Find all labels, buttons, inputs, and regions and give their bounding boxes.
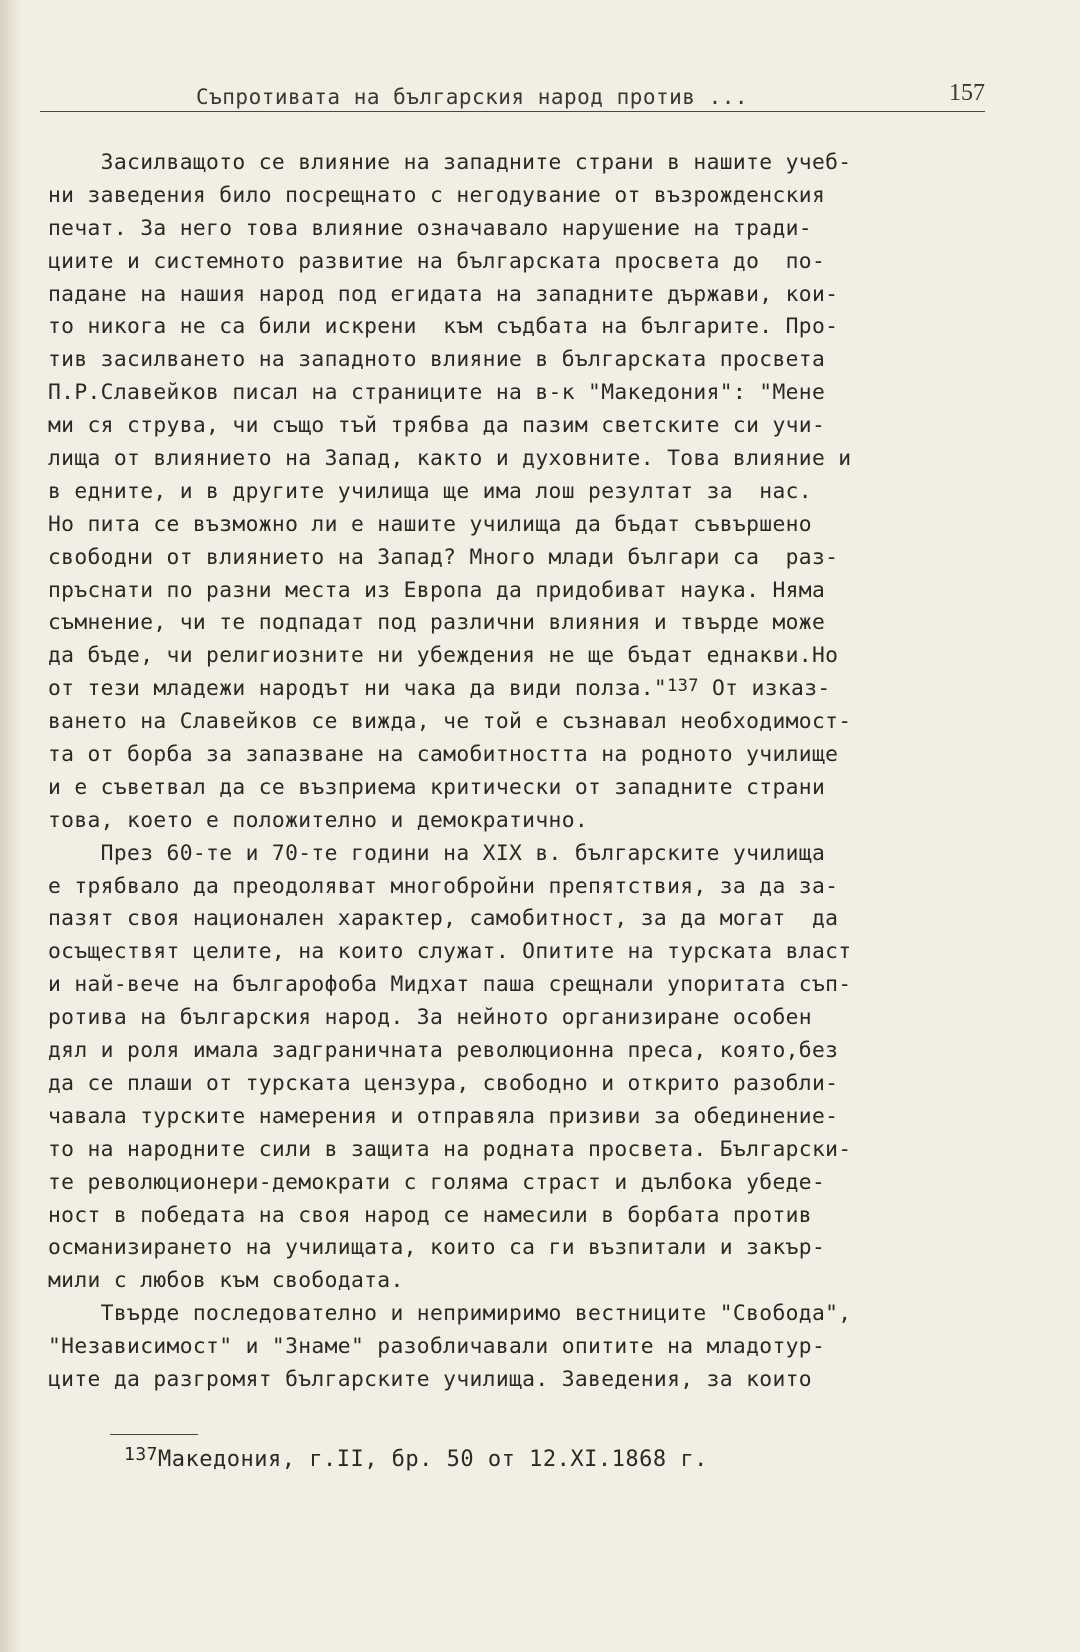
text-line-with-note	[48, 673, 998, 706]
text-line: тив засилването на западното влияние в българската просвета	[48, 347, 826, 373]
text-line: те революционери-демократи с голяма страст и дълбока убеде-	[48, 1169, 826, 1195]
text-line: пазят своя национален характер, самобитност, за да могат да	[48, 906, 839, 932]
footnote-marker: 137	[124, 1444, 159, 1465]
body-text	[48, 147, 998, 1397]
text-line: Но пита се възможно ли е нашите училища да бъдат съвършено	[48, 511, 812, 537]
text-line: и е съветвал да се възприема критически от западните страни	[48, 774, 826, 800]
text-line: Засилващото се влияние на западните страни в нашите учеб-	[48, 150, 852, 175]
text-line: чавала турските намерения и отправяла призиви за обединение-	[48, 1103, 839, 1129]
text-line: П.Р.Славейков писал на страниците на в-к "Македония": "Мене	[48, 380, 826, 406]
text-line: циите и системното развитие на българската просвета до по-	[48, 248, 826, 274]
text-line: ването на Славейков се вижда, че той е съзнавал необходимост-	[48, 709, 852, 735]
text-line: падане на нашия народ под егидата на западните държави, кои-	[48, 281, 839, 307]
text-line: ни заведения било посрещнато с негодувание от възрожденския	[48, 182, 826, 208]
text-line: печат. За него това влияние означавало нарушение на тради-	[48, 215, 812, 241]
text-line: и най-вече на българофоба Мидхат паша срещнали упоритата съп-	[48, 972, 852, 998]
page-number: 157	[949, 80, 985, 106]
text-line: ротива на българския народ. За нейното организиране особен	[48, 1005, 812, 1031]
footnote-text: Македония, г.II, бр. 50 от 12.XI.1868 г.	[158, 1447, 708, 1472]
text-line: Твърде последователно и непримиримо вестниците "Свобода",	[48, 1301, 852, 1327]
header-rule	[40, 111, 985, 112]
text-line: През 60-те и 70-те години на XIX в. българските училища	[48, 840, 826, 866]
footnote-reference: 137	[667, 676, 699, 697]
text-line: да се плаши от турската цензура, свободно и открито разобли-	[48, 1070, 839, 1096]
text-line: осъществят целите, на които служат. Опитите на турската власт	[48, 939, 852, 965]
page-header	[40, 80, 985, 112]
text-line: лища от влиянието на Запад, както и духовните. Това влияние и	[48, 446, 852, 472]
text-line: съмнение, чи те подпадат под различни влияния и твърде може	[48, 610, 826, 636]
text-line: е трябвало да преодоляват многобройни препятствия, за да за-	[48, 873, 839, 899]
text-line: ми ся струва, чи също тъй трябва да пазим светските си учи-	[48, 413, 826, 439]
text-line: мили с любов към свободата.	[48, 1268, 404, 1294]
running-title: Съпротивата на българския народ против ...	[196, 85, 749, 109]
text-line: свободни от влиянието на Запад? Много млади българи са раз-	[48, 544, 839, 570]
text-line: в едните, и в другите училища ще има лош резултат за нас.	[48, 478, 812, 504]
footnote-rule	[110, 1434, 198, 1435]
text-line: пръснати по разни места из Европа да придобиват наука. Няма	[48, 577, 826, 603]
text-line: "Независимост" и "Знаме" разобличавали опитите на младотур-	[48, 1334, 826, 1360]
text-line: това, което е положително и демократично.	[48, 807, 589, 833]
text-line: ност в победата на своя народ се намесили в борбата против	[48, 1202, 812, 1228]
text-line: дял и роля имала задграничната революционна преса, която,без	[48, 1038, 839, 1064]
text-line: то на народните сили в защита на родната просвета. Български-	[48, 1136, 852, 1162]
quote-end-text: от тези младежи народът ни чака да види полза."	[48, 676, 668, 702]
text-line: та от борба за запазване на самобитността на родното училище	[48, 742, 839, 768]
text-line: османизирането на училищата, които са ги възпитали и закър-	[48, 1235, 826, 1261]
page-binding-edge	[0, 0, 22, 1652]
text-line: да бъде, чи религиозните ни убеждения не ще бъдат еднакви.Но	[48, 643, 839, 669]
line-continuation: От изказ-	[698, 676, 831, 702]
text-line: ците да разгромят българските училища. Заведения, за които	[48, 1366, 812, 1392]
text-line: то никога не са били искрени към съдбата на българите. Про-	[48, 314, 839, 340]
footnote	[124, 1440, 708, 1480]
